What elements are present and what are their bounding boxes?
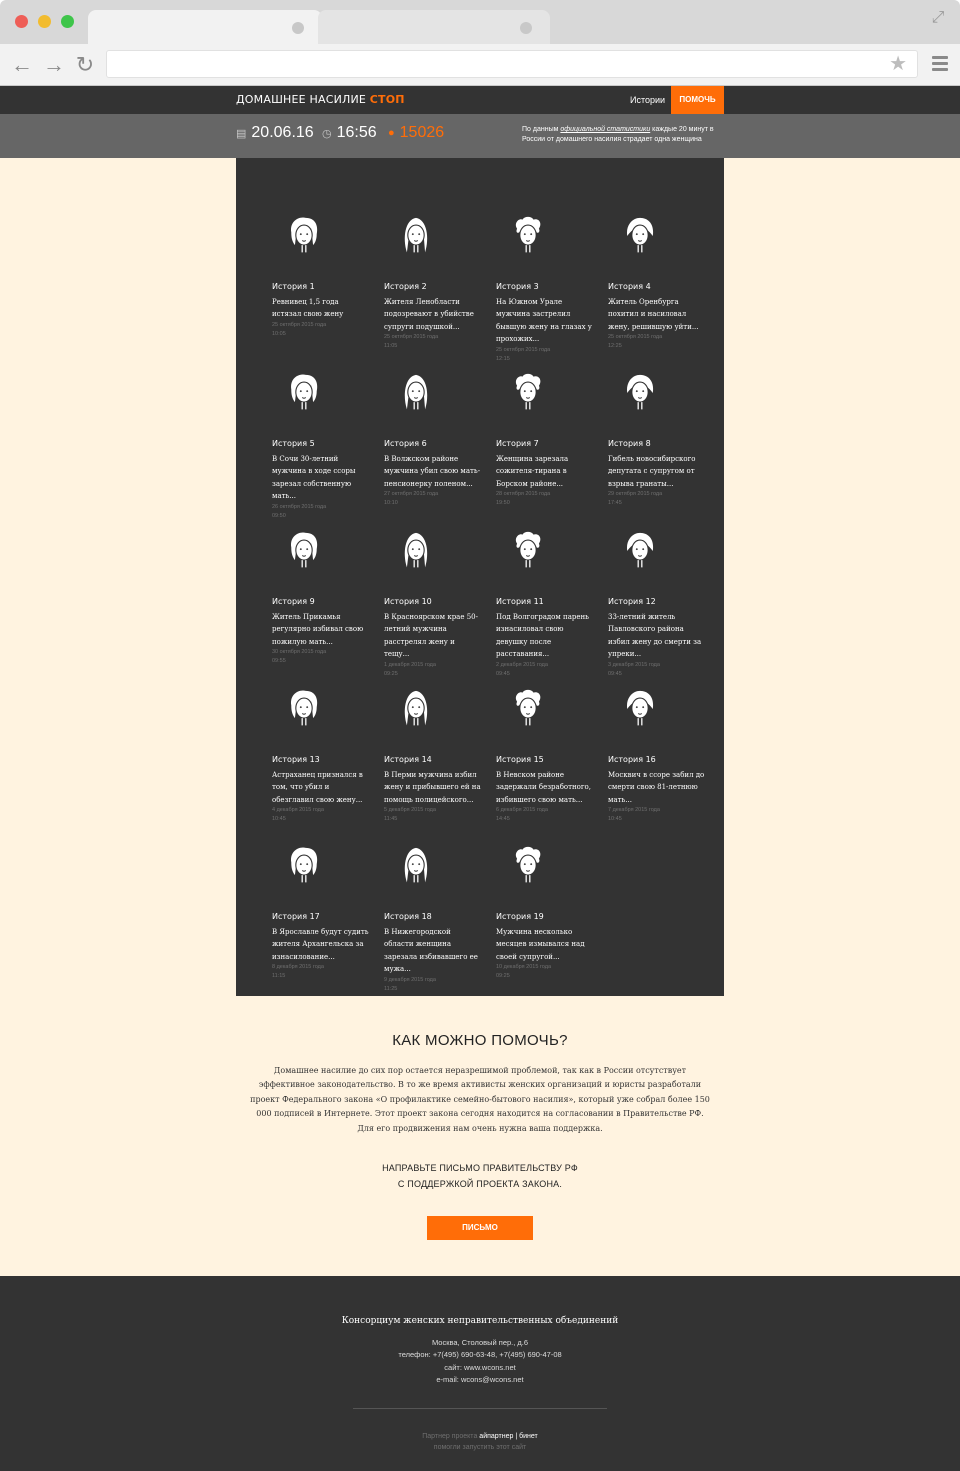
- logo-accent-text: СТОП: [369, 93, 405, 106]
- story-date: 9 декабря 2015 года: [384, 976, 436, 983]
- story-excerpt-text: Житель Оренбурга похитил и насиловал жену, решившую уйти...: [608, 298, 699, 331]
- story-title[interactable]: История 10: [384, 597, 432, 606]
- stats-note-pre: По данным: [522, 126, 561, 133]
- story-excerpt-text: В Ярославле будут судить жителя Архангельска за изнасилование...: [272, 928, 369, 961]
- woman-portrait-icon: [286, 373, 322, 413]
- stat-count: [388, 124, 444, 142]
- footer-contacts: [0, 1337, 960, 1387]
- story-title[interactable]: История 18: [384, 912, 432, 921]
- calendar-icon: ▤: [236, 127, 247, 140]
- story-time: 09:45: [496, 670, 510, 677]
- story-title[interactable]: История 2: [384, 282, 427, 291]
- reload-icon[interactable]: ↻: [75, 52, 95, 77]
- story-title[interactable]: История 19: [496, 912, 544, 921]
- woman-portrait-icon: [510, 373, 546, 413]
- story-excerpt-text: Житель Прикамья регулярно избивал свою пожилую мать...: [272, 613, 364, 646]
- story-excerpt-text: Астраханец признался в том, что убил и обезглавил свою жену...: [272, 771, 363, 804]
- story-excerpt: [272, 769, 370, 824]
- story-title[interactable]: История 1: [272, 282, 315, 291]
- story-date: 25 октября 2015 года: [496, 346, 551, 353]
- story-excerpt: [496, 296, 594, 364]
- story-title[interactable]: История 14: [384, 755, 432, 764]
- woman-portrait-icon: [510, 216, 546, 256]
- story-time: 10:05: [272, 330, 286, 337]
- story-time: 09:45: [608, 670, 622, 677]
- woman-portrait-icon: [510, 846, 546, 886]
- browser-toolbar: [0, 44, 960, 86]
- official-statistics-link[interactable]: официальной статистики: [560, 126, 651, 133]
- story-title[interactable]: История 4: [608, 282, 651, 291]
- story-title[interactable]: История 6: [384, 439, 427, 448]
- browser-window-chrome: [0, 0, 960, 86]
- maximize-window-button[interactable]: [61, 15, 74, 28]
- story-time: 14:45: [496, 816, 510, 823]
- story-time: 17:45: [608, 500, 622, 507]
- footer-divider: [353, 1408, 607, 1409]
- nav-help-button[interactable]: ПОМОЧЬ: [671, 86, 724, 114]
- story-excerpt-text: В Перми мужчина избил жену и прибывшего ей на помощь полицейского...: [384, 771, 481, 804]
- story-excerpt-text: В Невском районе задержали безработного, избившего свою мать...: [496, 771, 591, 804]
- stat-count-value: 15026: [399, 124, 445, 141]
- story-excerpt-text: Под Волгоградом парень изнасиловал свою девушку после расставания...: [496, 613, 589, 659]
- woman-portrait-icon: [286, 846, 322, 886]
- story-time: 10:45: [272, 816, 286, 823]
- story-excerpt: [496, 926, 594, 981]
- woman-portrait-icon: [622, 689, 658, 729]
- stat-date: [236, 124, 314, 142]
- story-excerpt: [608, 611, 706, 679]
- story-date: 25 октября 2015 года: [384, 334, 439, 341]
- footer-site[interactable]: сайт: www.wcons.net: [444, 1362, 516, 1372]
- story-excerpt: [272, 296, 370, 339]
- story-date: 1 декабря 2015 года: [384, 661, 436, 668]
- story-excerpt: [384, 769, 482, 824]
- story-date: 27 октября 2015 года: [384, 491, 439, 498]
- stories-grid: [236, 158, 724, 996]
- woman-portrait-icon: [398, 531, 434, 571]
- story-excerpt-text: 33-летний житель Павловского района избил жену до смерти за упреки...: [608, 613, 702, 659]
- woman-portrait-icon: [622, 531, 658, 571]
- tab-close-icon[interactable]: [520, 22, 532, 34]
- minimize-window-button[interactable]: [38, 15, 51, 28]
- story-date: 7 декабря 2015 года: [608, 807, 660, 814]
- stat-date-value: 20.06.16: [251, 124, 314, 141]
- woman-portrait-icon: [510, 689, 546, 729]
- story-excerpt-text: В Нижегородской области женщина зарезала избивавшего ее мужа...: [384, 928, 478, 974]
- story-title[interactable]: История 17: [272, 912, 320, 921]
- story-date: 2 декабря 2015 года: [496, 661, 548, 668]
- clock-icon: ◷: [322, 127, 332, 140]
- story-title[interactable]: История 15: [496, 755, 544, 764]
- back-arrow-icon[interactable]: ←: [11, 52, 33, 77]
- story-time: 09:25: [496, 973, 510, 980]
- woman-portrait-icon: [622, 216, 658, 256]
- bookmark-star-icon[interactable]: ★: [889, 53, 907, 75]
- footer-email[interactable]: e-mail: wcons@wcons.net: [436, 1375, 524, 1385]
- story-excerpt: [272, 611, 370, 666]
- story-excerpt: [608, 453, 706, 508]
- story-excerpt: [272, 453, 370, 521]
- woman-portrait-icon: [398, 689, 434, 729]
- story-excerpt: [384, 296, 482, 351]
- stat-time: [322, 124, 377, 142]
- story-time: 10:10: [384, 500, 398, 507]
- story-time: 11:25: [384, 985, 398, 992]
- story-date: 6 декабря 2015 года: [496, 807, 548, 814]
- site-footer: [0, 1276, 960, 1471]
- story-date: 25 октября 2015 года: [608, 334, 663, 341]
- story-title[interactable]: История 11: [496, 597, 544, 606]
- story-title[interactable]: История 5: [272, 439, 315, 448]
- stat-time-value: 16:56: [336, 124, 377, 141]
- story-title[interactable]: История 12: [608, 597, 656, 606]
- story-title[interactable]: История 16: [608, 755, 656, 764]
- partner-label: Партнер проекта: [422, 1433, 478, 1440]
- footer-helped: помогли запустить этот сайт: [433, 1444, 527, 1451]
- story-excerpt-text: Ревнивец 1,5 года истязал свою жену: [272, 298, 344, 319]
- browser-menu-icon[interactable]: [932, 56, 948, 72]
- tab-close-icon[interactable]: [292, 22, 304, 34]
- story-excerpt-text: В Волжском районе мужчина убил свою мать-пенсионерку поленом...: [384, 455, 481, 488]
- footer-address: Москва, Столовый пер., д.6: [431, 1338, 529, 1347]
- story-time: 19:50: [496, 500, 510, 507]
- stats-note: [522, 125, 732, 145]
- help-call-to-action: [0, 1160, 960, 1192]
- story-excerpt-text: Жителя Ленобласти подозревают в убийстве супруги подушкой...: [384, 298, 474, 331]
- story-date: 28 октября 2015 года: [496, 491, 551, 498]
- story-time: 12:15: [496, 355, 510, 362]
- story-excerpt: [608, 296, 706, 351]
- stats-note-post: каждые 20 минут в России от домашнего насилия страдает одна женщина: [522, 126, 714, 143]
- woman-portrait-icon: [286, 531, 322, 571]
- forward-arrow-icon[interactable]: →: [43, 52, 65, 77]
- story-date: 4 декабря 2015 года: [272, 807, 324, 814]
- story-title[interactable]: История 13: [272, 755, 320, 764]
- footer-organization: Консорциум женских неправительственных объединений: [341, 1316, 619, 1326]
- help-call-line-1: НАПРАВЬТЕ ПИСЬМО ПРАВИТЕЛЬСТВУ РФ: [382, 1163, 578, 1173]
- story-date: 25 октября 2015 года: [272, 321, 327, 328]
- story-date: 3 декабря 2015 года: [608, 661, 660, 668]
- woman-portrait-icon: [398, 373, 434, 413]
- woman-portrait-icon: [286, 689, 322, 729]
- story-excerpt-text: На Южном Урале мужчина застрелил бывшую жену на глазах у прохожих...: [496, 298, 592, 344]
- story-excerpt-text: Мужчина несколько месяцев измывался над своей супругой...: [496, 928, 585, 961]
- story-time: 09:50: [272, 512, 286, 519]
- address-bar[interactable]: [106, 50, 918, 78]
- story-excerpt-text: В Красноярском крае 50-летний мужчина расстрелял жену и тещу...: [384, 613, 478, 659]
- help-text: Домашнее насилие до сих пор остается неразрешимой проблемой, так как в России отсутствует эффективное законодательство. В то же время активисты женских организаций и юристы разработали проект Федерального закона «О профилактике семейно-бытового насилия», который уже собрал более 150 000 подписей в Интернете. Этот проект закона сегодня находится на согласовании в Правительстве РФ. Для его продвижения нам очень нужна ваша поддержка.: [250, 1066, 710, 1133]
- stats-bar: [0, 114, 960, 158]
- story-excerpt: [608, 769, 706, 824]
- story-time: 09:25: [384, 670, 398, 677]
- story-excerpt-text: В Сочи 30-летний мужчина в ходе ссоры зарезал собственную мать...: [272, 455, 356, 501]
- woman-portrait-icon: [286, 216, 322, 256]
- fullscreen-icon[interactable]: ⤢: [931, 9, 945, 26]
- story-title[interactable]: История 3: [496, 282, 539, 291]
- footer-partner: [0, 1431, 960, 1453]
- story-date: 5 декабря 2015 года: [384, 807, 436, 814]
- story-date: 29 октября 2015 года: [608, 491, 663, 498]
- story-excerpt: [384, 453, 482, 508]
- close-window-button[interactable]: [15, 15, 28, 28]
- story-excerpt-text: Гибель новосибирского депутата с супругом от взрыва гранаты...: [608, 455, 696, 488]
- woman-icon: ●: [388, 127, 395, 139]
- story-date: 8 декабря 2015 года: [272, 964, 324, 971]
- story-time: 11:45: [384, 816, 398, 823]
- story-time: 09:55: [272, 658, 286, 665]
- story-excerpt: [272, 926, 370, 981]
- story-excerpt: [384, 926, 482, 994]
- story-time: 12:25: [608, 343, 622, 350]
- nav-stories-link[interactable]: Истории: [630, 95, 666, 105]
- help-call-line-2: С ПОДДЕРЖКОЙ ПРОЕКТА ЗАКОНА.: [397, 1179, 563, 1189]
- story-title[interactable]: История 9: [272, 597, 315, 606]
- woman-portrait-icon: [398, 216, 434, 256]
- story-date: 10 декабря 2015 года: [496, 964, 552, 971]
- woman-portrait-icon: [622, 373, 658, 413]
- window-controls: [15, 15, 74, 28]
- footer-phone: телефон: +7(495) 690-63-48, +7(495) 690-47-08: [398, 1350, 562, 1360]
- story-title[interactable]: История 8: [608, 439, 651, 448]
- woman-portrait-icon: [510, 531, 546, 571]
- story-time: 11:15: [272, 973, 286, 980]
- story-title[interactable]: История 7: [496, 439, 539, 448]
- browser-tab-inactive[interactable]: [318, 10, 550, 44]
- story-excerpt: [496, 611, 594, 679]
- logo-main-text: ДОМАШНЕЕ НАСИЛИЕ: [236, 93, 367, 106]
- story-excerpt: [496, 769, 594, 824]
- site-header: [0, 86, 960, 114]
- story-excerpt: [384, 611, 482, 679]
- send-letter-button[interactable]: ПИСЬМО: [427, 1216, 533, 1240]
- woman-portrait-icon: [398, 846, 434, 886]
- partner-name-link[interactable]: айпартнер | бинет: [479, 1433, 538, 1440]
- help-title: КАК МОЖНО ПОМОЧЬ?: [392, 1032, 568, 1049]
- story-excerpt-text: Москвич в ссоре забил до смерти свою 81-летнюю мать...: [608, 771, 705, 804]
- story-date: 26 октября 2015 года: [272, 503, 327, 510]
- story-time: 10:45: [608, 816, 622, 823]
- story-date: 30 октября 2015 года: [272, 649, 327, 656]
- story-time: 11:05: [384, 343, 398, 350]
- site-logo[interactable]: [236, 93, 405, 106]
- story-excerpt: [496, 453, 594, 508]
- story-excerpt-text: Женщина зарезала сожителя-тирана в Борском районе...: [496, 455, 569, 488]
- browser-tab-active[interactable]: [88, 10, 322, 44]
